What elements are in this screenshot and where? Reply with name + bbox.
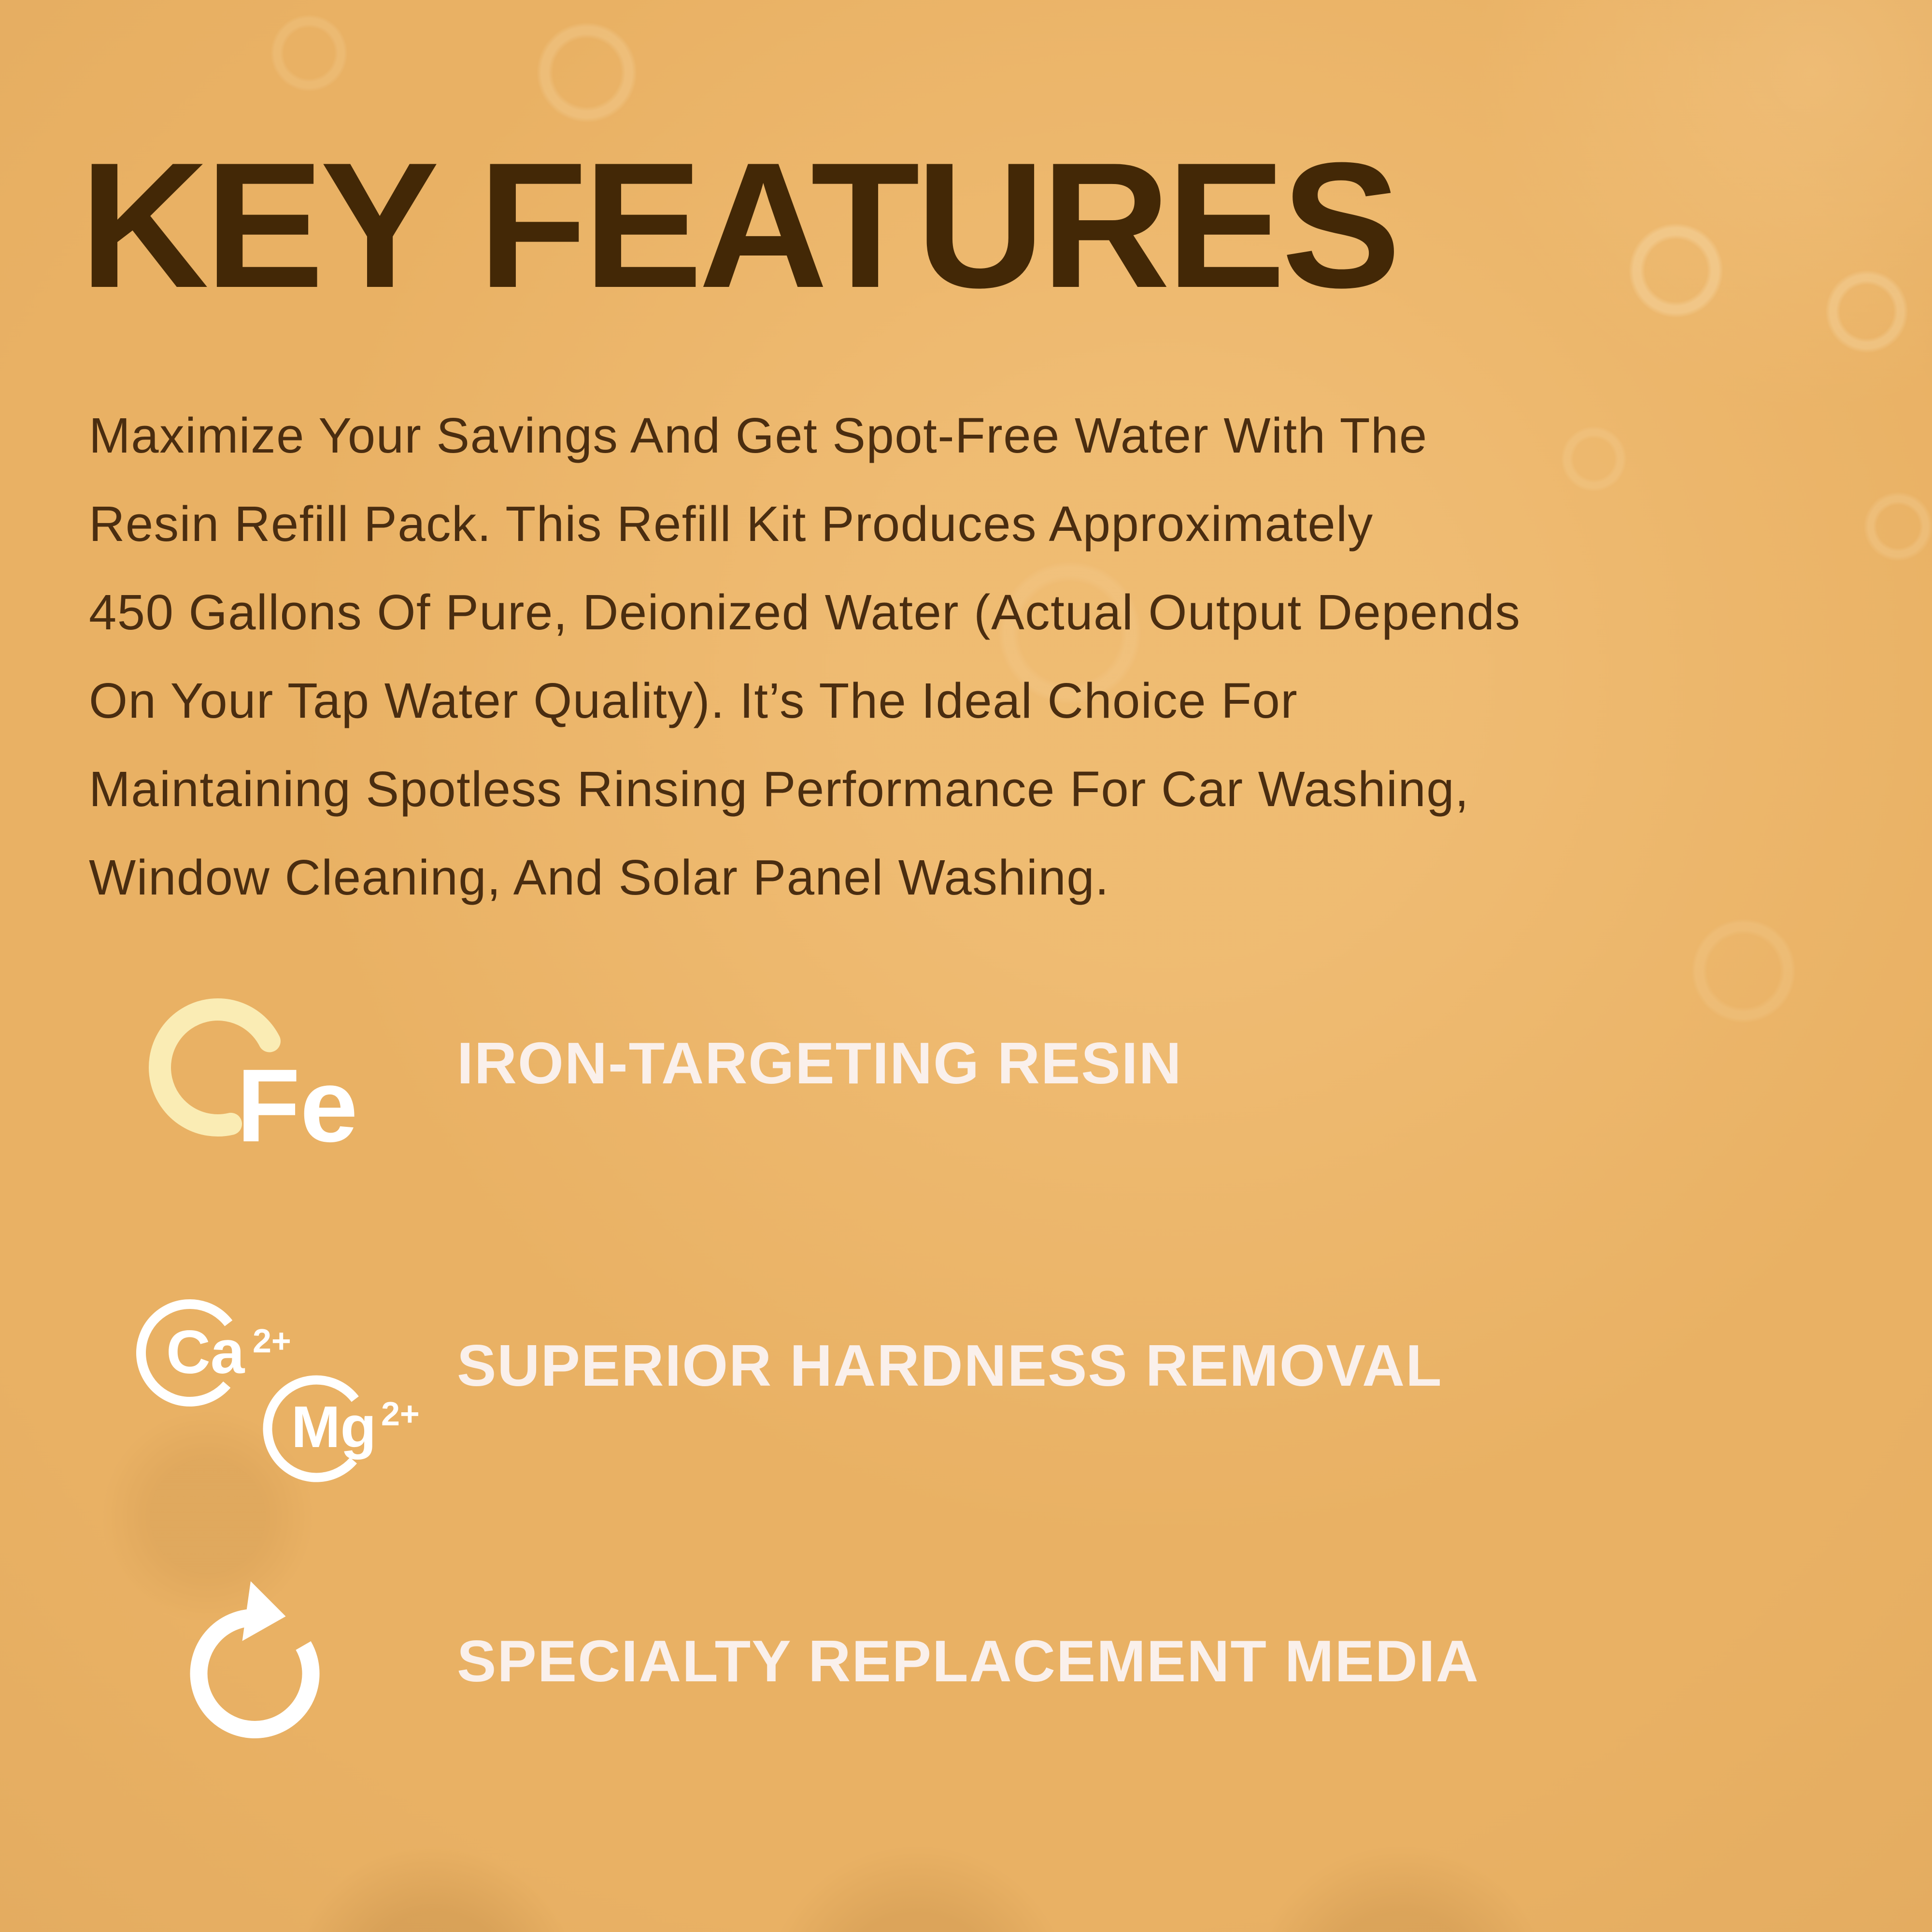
feature-label-superior-hardness-removal: SUPERIOR HARDNESS REMOVAL	[457, 1333, 1443, 1398]
intro-paragraph	[89, 391, 1520, 922]
intro-line: 450 Gallons Of Pure, Deionized Water (Actual Output Depends	[89, 584, 1521, 640]
ca-charge-text: 2+	[253, 1322, 291, 1360]
feature-label-specialty-replacement-media: SPECIALTY REPLACEMENT MEDIA	[457, 1628, 1479, 1694]
intro-line: Resin Refill Pack. This Refill Kit Produces Approximately	[89, 496, 1374, 552]
refresh-arrowhead	[242, 1581, 290, 1647]
intro-line: Maintaining Spotless Rinsing Performance For Car Washing,	[89, 761, 1470, 817]
intro-line: On Your Tap Water Quality). It’s The Ideal Choice For	[89, 673, 1298, 728]
refresh-arrow-icon	[186, 1576, 321, 1745]
intro-line: Maximize Your Savings And Get Spot-Free Water With The	[89, 408, 1428, 463]
mg-symbol-text: Mg	[291, 1394, 377, 1460]
ca-symbol-text: Ca	[166, 1318, 245, 1386]
feature-label-iron-targeting-resin: IRON-TARGETING RESIN	[457, 1030, 1182, 1096]
fe-symbol-text: Fe	[237, 1047, 358, 1164]
mg-charge-text: 2+	[381, 1395, 420, 1433]
intro-line: Window Cleaning, And Solar Panel Washing.	[89, 850, 1110, 905]
page-title: KEY FEATURES	[80, 126, 1397, 325]
refresh-arc	[199, 1618, 311, 1730]
